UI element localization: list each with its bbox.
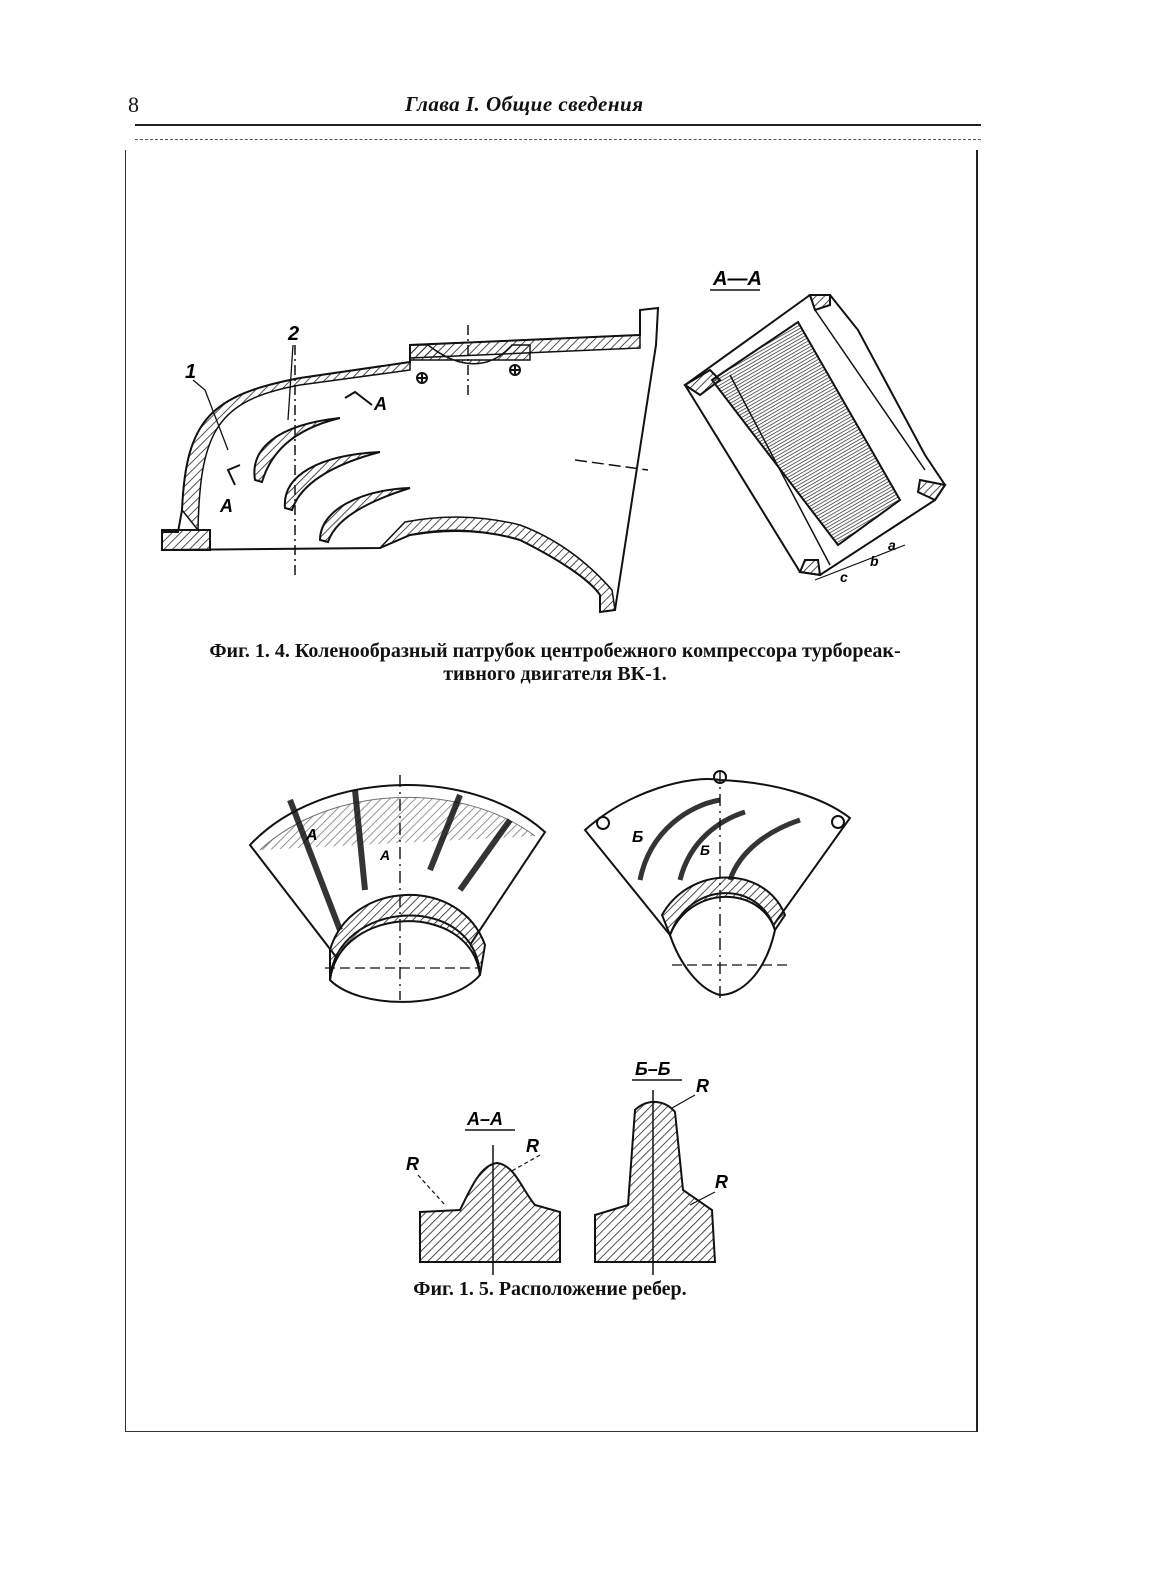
section-mark-a-left: A [220, 496, 233, 516]
section-b-radius-top: R [696, 1076, 709, 1096]
rib-sector-left [250, 775, 545, 1002]
figure-1-4-caption [160, 640, 950, 686]
section-mark-a-top: A [374, 394, 387, 414]
elbow-duct-drawing [162, 308, 658, 612]
figure-1-5-caption: Фиг. 1. 5. Расположение ребер. [413, 1278, 687, 1300]
section-a-title: А–А [467, 1109, 504, 1129]
rib-sector-right [585, 770, 850, 1000]
running-head: Глава I. Общие сведения [405, 92, 644, 116]
callout-1-label: 1 [185, 361, 197, 383]
rib-mark-a-right: A [380, 847, 391, 863]
dim-c-label: c [840, 569, 848, 585]
section-b-profile [595, 1102, 715, 1262]
section-a-radius-right: R [526, 1136, 539, 1156]
section-b-radius-right: R [715, 1172, 728, 1192]
callout-2-label: 2 [288, 323, 300, 345]
section-aa-drawing [685, 295, 945, 580]
page-number: 8 [128, 92, 139, 117]
section-aa-title: А—А [713, 268, 762, 290]
rib-mark-b-right: Б [700, 842, 710, 858]
figure-1-4-caption-line2: тивного двигателя ВК-1. [443, 663, 667, 685]
section-a-radius-left: R [406, 1154, 419, 1174]
section-b-title: Б–Б [635, 1059, 671, 1079]
section-a-profile [420, 1163, 560, 1262]
rib-mark-b-left: Б [632, 829, 644, 846]
rib-mark-a-left: A [306, 827, 318, 844]
dim-b-label: b [870, 553, 879, 569]
figure-1-4-caption-line1: Фиг. 1. 4. Коленообразный патрубок центробежного компрессора турбореак- [209, 640, 901, 662]
dim-a-label: a [888, 537, 896, 553]
